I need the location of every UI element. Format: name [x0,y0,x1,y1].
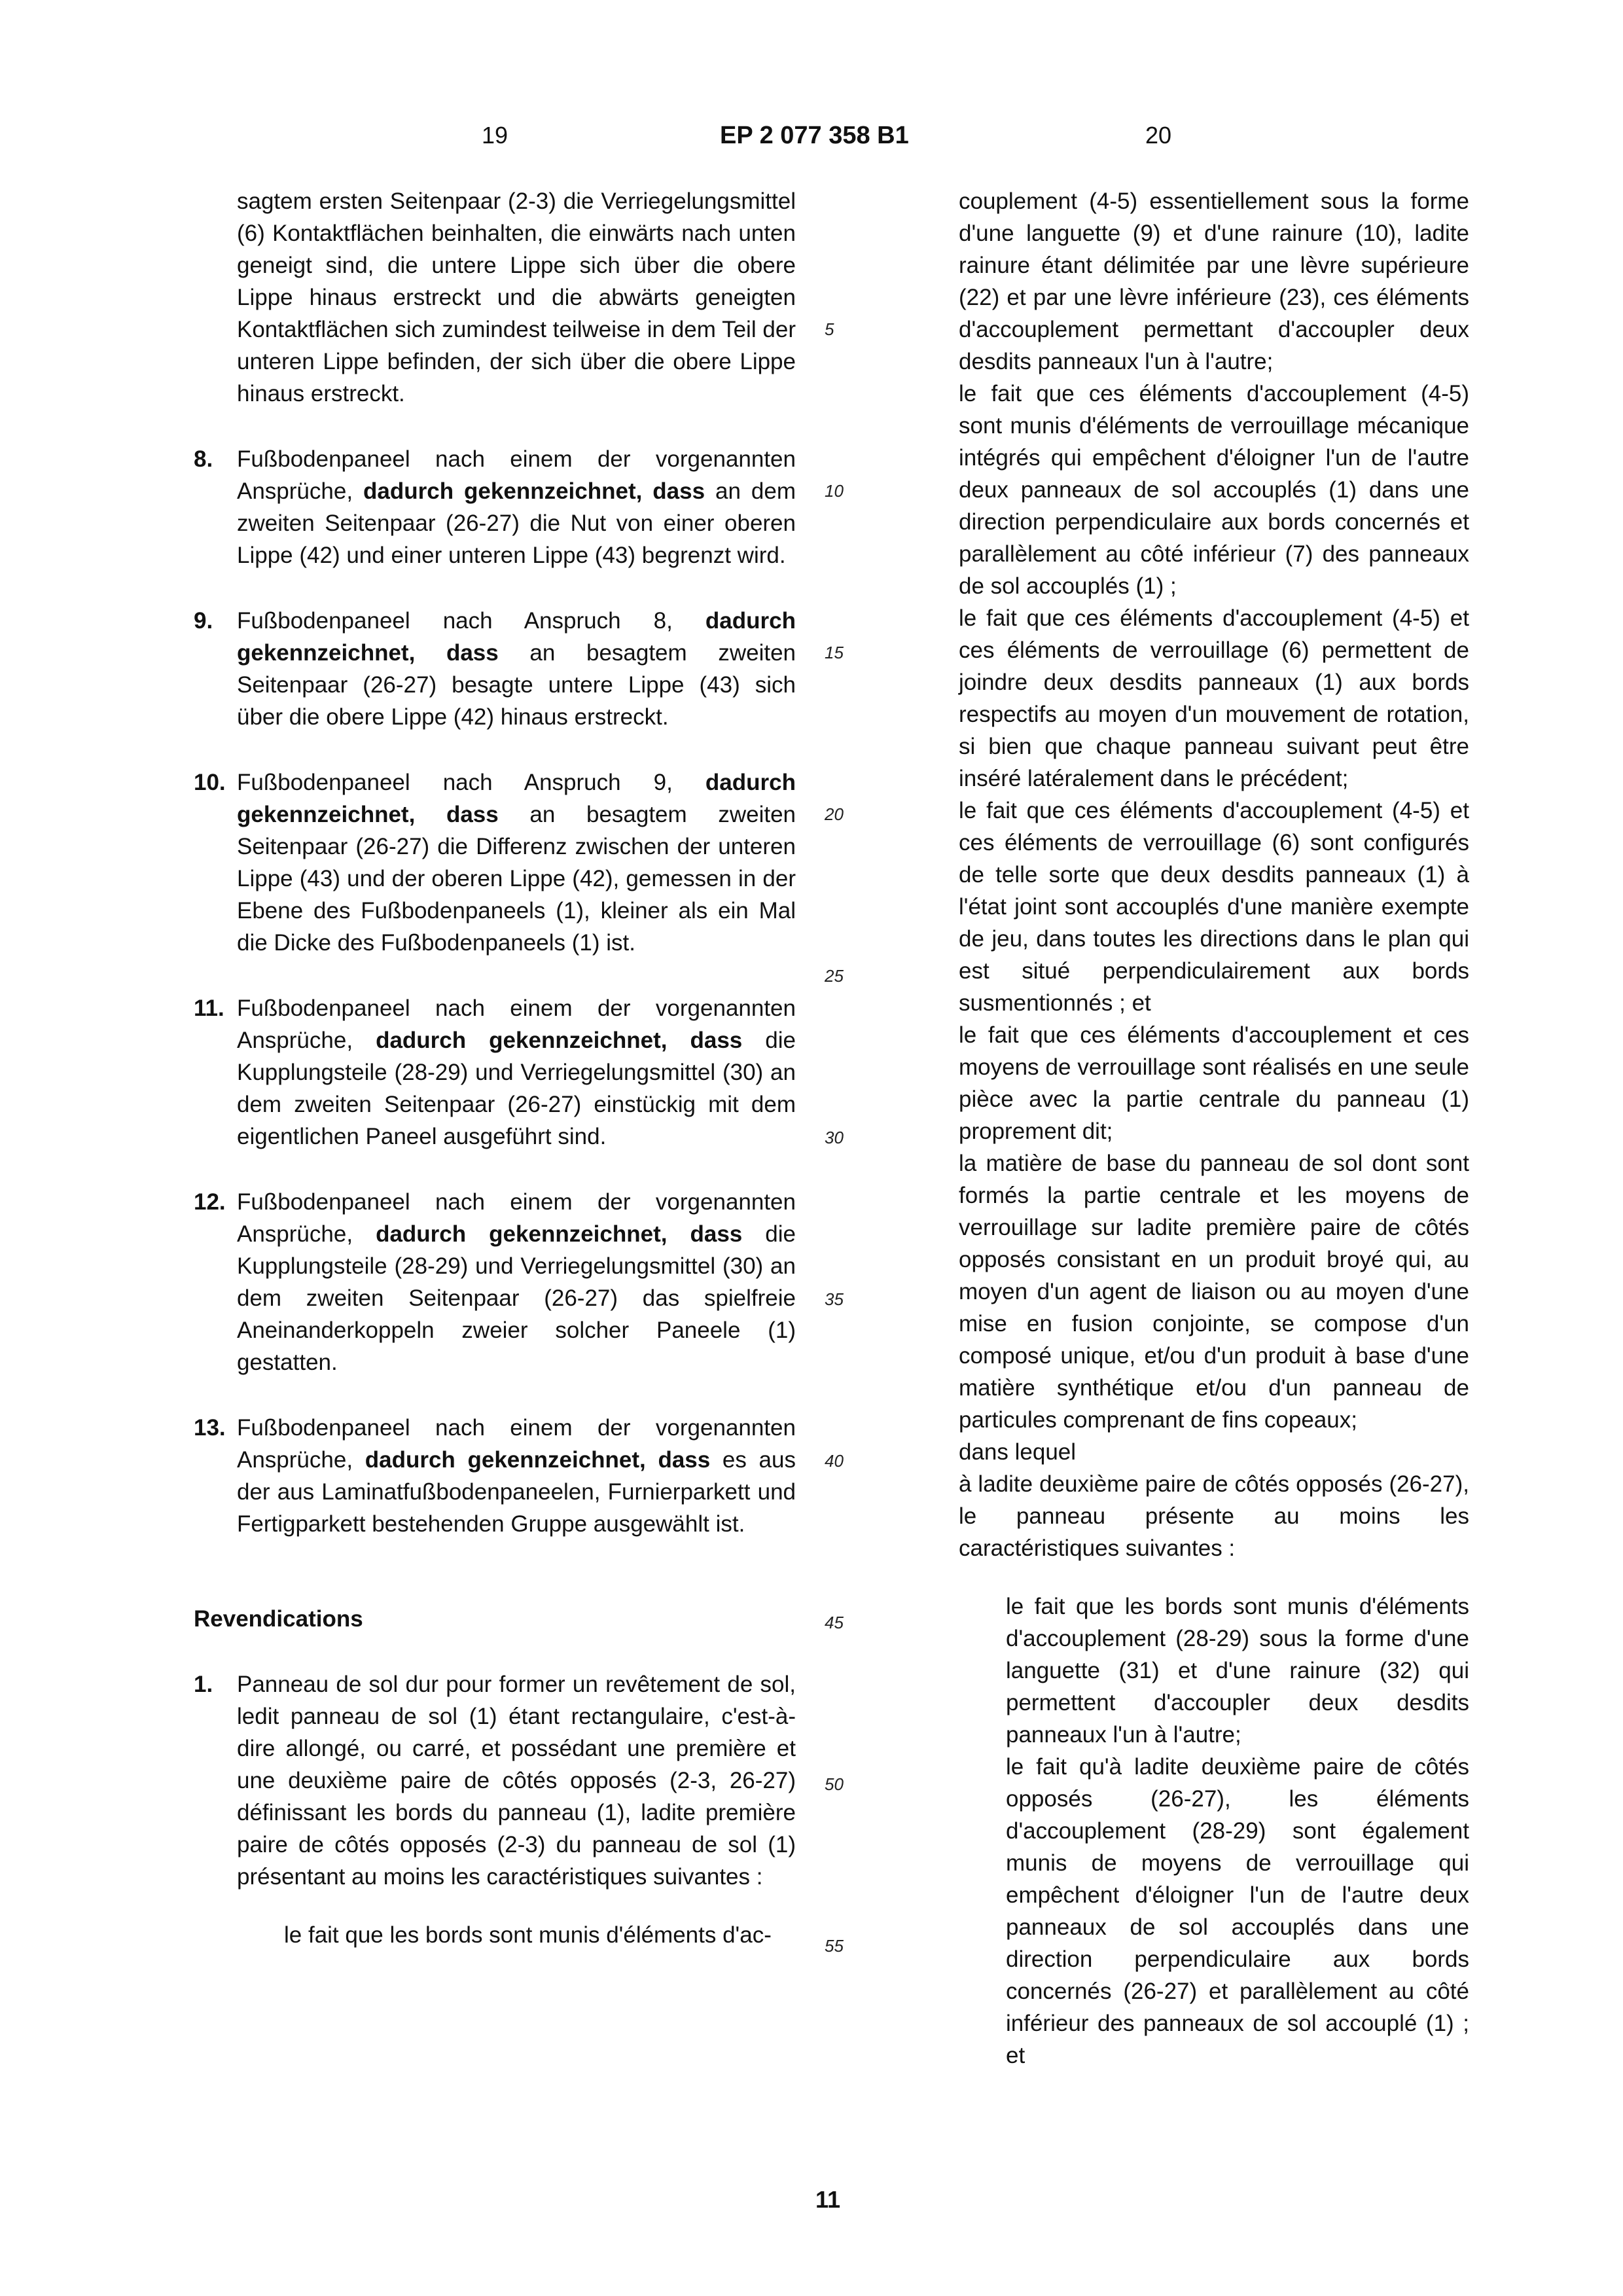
patent-number: EP 2 077 358 B1 [720,122,909,149]
line-number: 15 [825,643,844,662]
claim-11 [194,992,796,1153]
claim-number: 12. [194,1189,226,1215]
claim-9 [194,605,796,733]
claim-text: Fußbodenpaneel nach Anspruch 9, [237,770,705,795]
line-number: 25 [825,966,844,986]
claim-text: an besagtem zweiten Seitenpaar (26-27) die Differenz zwischen der unteren Lippe (43) und der oberen Lippe (42), gemessen in der Ebene des Fußbodenpaneels (1), kleiner als ein Mal die Dicke des Fußbodenpaneels (1) ist. [237,802,796,956]
claim-number: 9. [194,608,213,634]
paragraph: la matière de base du panneau de sol dont sont formés la partie centrale et les moyens de verrouillage sur ladite première paire de côtés opposés consistant en un produit broyé qui, au moyen d'un agent de liaison ou au moyen d'une mise en fusion conjointe, se compose d'un composé unique, et/ou d'un produit à base d'une matière synthétique et/ou d'un panneau de particules comprenant de fins copeaux; [959,1151,1469,1433]
claim-text: die Kupplungsteile (28-29) und Verriegelungsmittel (30) an dem zweiten Seitenpaar (26-27) das spielfreie Aneinanderkoppeln zweier solcher Paneele (1) gestatten. [237,1221,796,1375]
revendication-1 [194,1668,796,1893]
claim-number: 11. [194,996,224,1021]
claim-text: Panneau de sol dur pour former un revêtement de sol, ledit panneau de sol (1) étant rectangulaire, c'est-à-dire allongé, ou carré, et possédant une première et une deuxième paire de côtés opposés (2-3, 26-27) définissant les bords du panneau (1), ladite première paire de côtés opposés (2-3) du panneau de sol (1) présentant au moins les caractéristiques suivantes : [237,1672,796,1890]
paragraph: à ladite deuxième paire de côtés opposés (26-27), le panneau présente au moins les caractéristiques suivantes : [959,1471,1469,1561]
claim-keyword: dadurch gekennzeichnet, dass [376,1028,743,1053]
claim-keyword: dadurch gekennzeichnet, dass [237,770,796,827]
paragraph: dans lequel [959,1439,1077,1465]
claim-13 [194,1412,796,1540]
section-title-revendications: Revendications [194,1606,363,1632]
claim-number: 8. [194,446,213,472]
right-column [959,185,1469,2072]
line-number: 50 [825,1774,844,1794]
claim-text: Fußbodenpaneel nach einem der vorgenannten Ansprüche, [237,446,796,504]
page-number-right: 20 [1145,122,1172,149]
claim-text: an besagtem zweiten Seitenpaar (26-27) besagte untere Lippe (43) sich über die obere Lippe (42) hinaus erstreckt. [237,640,796,730]
claim-text: Fußbodenpaneel nach einem der vorgenannten Ansprüche, [237,996,796,1053]
line-number: 45 [825,1613,844,1632]
page-number-left: 19 [482,122,508,149]
claim-text: Fußbodenpaneel nach einem der vorgenannten Ansprüche, [237,1189,796,1247]
claim-text: Fußbodenpaneel nach einem der vorgenannten Ansprüche, [237,1415,796,1473]
line-number: 55 [825,1936,844,1956]
claim-10 [194,766,796,959]
line-number: 20 [825,804,844,824]
claim-12 [194,1186,796,1378]
footer-page-number: 11 [815,2186,841,2213]
claim-number: 10. [194,770,226,795]
claim-keyword: dadurch gekennzeichnet, dass [237,608,796,666]
line-number: 10 [825,481,844,501]
claim-7-continuation: sagtem ersten Seitenpaar (2-3) die Verriegelungsmittel (6) Kontaktflächen beinhalten, die einwärts nach unten geneigt sind, die untere Lippe sich über die obere Lippe hinaus erstreckt und die abwärts geneigten Kontaktflächen sich zumindest teilweise in dem Teil der unteren Lippe befinden, der sich über die obere Lippe hinaus erstreckt. [237,188,796,406]
paragraph: le fait que ces éléments d'accouplement et ces moyens de verrouillage sont réalisés en une seule pièce avec la partie centrale du panneau (1) proprement dit; [959,1022,1469,1144]
claim-keyword: dadurch gekennzeichnet, dass [365,1447,711,1473]
claim-text: die Kupplungsteile (28-29) und Verriegelungsmittel (30) an dem zweiten Seitenpaar (26-27) einstückig mit dem eigentlichen Paneel ausgeführt sind. [237,1028,796,1149]
paragraph: le fait que ces éléments d'accouplement (4-5) et ces éléments de verrouillage (6) permettent de joindre deux desdits panneaux (1) aux bords respectifs au moyen d'un mouvement de rotation, si bien que chaque panneau suivant peut être inséré latéralement dans le précédent; [959,605,1469,791]
paragraph: le fait que ces éléments d'accouplement (4-5) et ces éléments de verrouillage (6) sont configurés de telle sorte que deux desdits panneaux (1) à l'état joint sont accouplés d'une manière exempte de jeu, dans toutes les directions dans le plan qui est situé perpendiculairement aux bords susmentionnés ; et [959,798,1469,1016]
claim-number: 13. [194,1415,226,1441]
claim-text: an dem zweiten Seitenpaar (26-27) die Nut von einer oberen Lippe (42) und einer unteren Lippe (43) begrenzt wird. [237,478,796,568]
claim-number: 1. [194,1672,213,1697]
indented-paragraph: le fait que les bords sont munis d'éléments d'accouplement (28-29) sous la forme d'une languette (31) et d'une rainure (32) qui permettent d'accoupler deux desdits panneaux l'un à l'autre; [1006,1594,1469,1748]
revendication-1-sub: le fait que les bords sont munis d'éléments d'ac- [284,1922,772,1948]
line-number: 35 [825,1289,844,1309]
indented-paragraph: le fait qu'à ladite deuxième paire de côtés opposés (26-27), les éléments d'accouplement (28-29) sont également munis de moyens de verrouillage qui empêchent d'éloigner l'un de l'autre deux panneaux de sol accouplés dans une direction perpendiculaire aux bords concernés (26-27) et parallèlement au côté inférieur des panneaux de sol accouplé (1) ; et [1006,1754,1469,2068]
claim-text: es aus der aus Laminatfußbodenpaneelen, Furnierparkett und Fertigparkett bestehenden Gruppe ausgewählt ist. [237,1447,796,1537]
claim-8 [194,443,796,571]
left-column [194,185,796,1951]
line-number: 5 [825,319,834,339]
claim-keyword: dadurch gekennzeichnet, dass [363,478,705,504]
claim-text: Fußbodenpaneel nach Anspruch 8, [237,608,705,634]
line-number: 40 [825,1451,844,1471]
paragraph: couplement (4-5) essentiellement sous la forme d'une languette (9) et d'une rainure (10), ladite rainure étant délimitée par une lèvre supérieure (22) et par une lèvre inférieure (23), ces éléments d'accouplement permettant d'accoupler deux desdits panneaux l'un à l'autre; [959,188,1469,374]
claim-keyword: dadurch gekennzeichnet, dass [376,1221,743,1247]
line-number: 30 [825,1128,844,1147]
paragraph: le fait que ces éléments d'accouplement (4-5) sont munis d'éléments de verrouillage mécanique intégrés qui empêchent d'éloigner l'un de l'autre deux panneaux de sol accouplés (1) dans une direction perpendiculaire aux bords concernés et parallèlement au côté inférieur (7) des panneaux de sol accouplés (1) ; [959,381,1469,599]
